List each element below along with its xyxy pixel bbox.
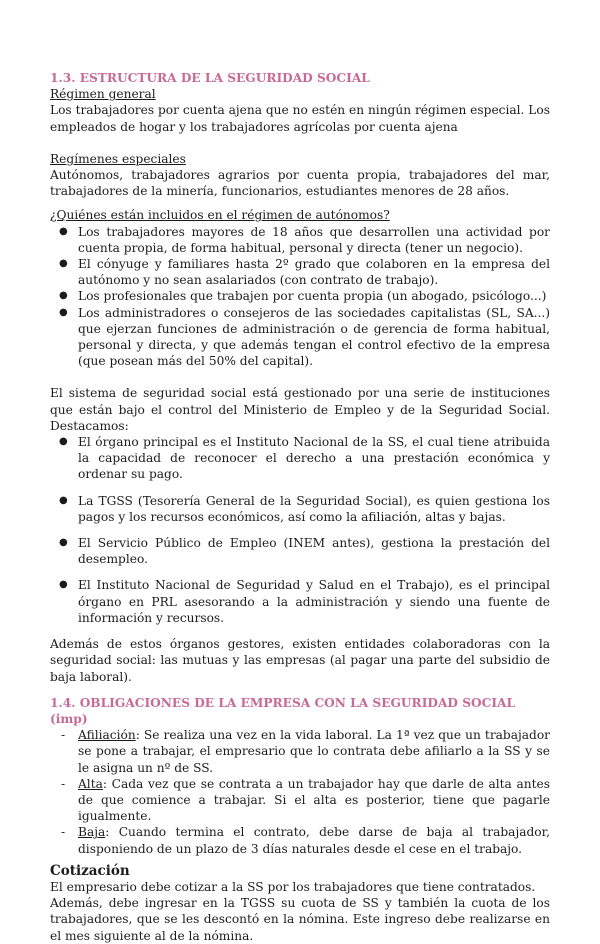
obligacion-term: Alta	[78, 776, 103, 791]
obligaciones-list	[50, 727, 550, 857]
obligacion-term: Baja	[78, 825, 106, 840]
cotizacion-p1: El empresario debe cotizar a la SS por los trabajadores que tiene contratados.	[50, 879, 536, 894]
instituciones-list	[50, 434, 550, 626]
section-1-3-title: 1.3. ESTRUCTURA DE LA SEGURIDAD SOCIAL	[50, 71, 370, 85]
obligacion-text: : Se realiza una vez en la vida laboral. La 1ª vez que un trabajador se pone a trabajar, el empresario que lo contrata debe afiliarlo a la SS y se le asigna un nº de SS.	[78, 728, 550, 775]
list-item: ● Los administradores o consejeros de las sociedades capitalistas (SL, SA...) que ejerzan funciones de administración o de gerencia de forma habitual, personal y directa, y que además tengan el control efectivo de la empresa (que posean más del 50% del capital).	[78, 305, 550, 370]
regimen-general-label: Régimen general	[50, 87, 156, 102]
list-item: ● El órgano principal es el Instituto Nacional de la SS, el cual tiene atribuida la capacidad de reconocer el derecho a una prestación económica y ordenar su pago.	[78, 434, 550, 483]
cotizacion-title: Cotización	[50, 862, 130, 879]
regimenes-especiales-label: Regímenes especiales	[50, 151, 186, 166]
list-item	[78, 727, 550, 776]
section-1-4-title: 1.4. OBLIGACIONES DE LA EMPRESA CON LA SEGURIDAD SOCIAL (imp)	[50, 695, 516, 726]
obligacion-text: : Cada vez que se contrata a un trabajador hay que darle de alta antes de que comience a trabajar. Si el alta es posterior, tiene que pagarle igualmente.	[78, 776, 550, 824]
document-page	[50, 70, 550, 944]
list-item: ● El Instituto Nacional de Seguridad y Salud en el Trabajo), es el principal órgano en PRL asesorando a la administración y siendo una fuente de información y recursos.	[78, 577, 550, 626]
colaboradoras-text: Además de estos órganos gestores, existen entidades colaboradoras con la seguridad social: las mutuas y las empresas (al pagar una parte del subsidio de baja laboral).	[50, 637, 550, 684]
list-item: ● La TGSS (Tesorería General de la Seguridad Social), es quien gestiona los pagos y los recursos económicos, así como la afiliación, altas y bajas.	[78, 493, 550, 525]
list-item: ● El Servicio Público de Empleo (INEM antes), gestiona la prestación del desempleo.	[78, 535, 550, 567]
list-item: ● Los trabajadores mayores de 18 años que desarrollen una actividad por cuenta propia, de forma habitual, personal y directa (tener un negocio).	[78, 224, 550, 256]
list-item	[78, 824, 550, 856]
list-item: ● Los profesionales que trabajen por cuenta propia (un abogado, psicólogo...)	[78, 288, 550, 304]
obligacion-text: : Cuando termina el contrato, debe darse de baja al trabajador, disponiendo de un plazo de 3 días naturales desde el cese en el trabajo.	[78, 825, 550, 856]
obligacion-term: Afiliación	[78, 728, 136, 743]
regimen-general-text: Los trabajadores por cuenta ajena que no estén en ningún régimen especial. Los empleados de hogar y los trabajadores agrícolas por cuenta ajena	[50, 103, 550, 134]
list-item	[78, 776, 550, 825]
autonomos-list	[50, 224, 550, 370]
cotizacion-p2: Además, debe ingresar en la TGSS su cuota de SS y también la cuota de los trabajadores, que se les descontó en la nómina. Este ingreso debe realizarse en el mes siguiente al de la nómina.	[50, 896, 550, 943]
regimenes-especiales-text: Autónomos, trabajadores agrarios por cuenta propia, trabajadores del mar, trabajadores de la minería, funcionarios, estudiantes menores de 28 años.	[50, 168, 550, 199]
list-item: ● El cónyuge y familiares hasta 2º grado que colaboren en la empresa del autónomo y no sean asalariados (con contrato de trabajo).	[78, 256, 550, 288]
sistema-intro: El sistema de seguridad social está gestionado por una serie de instituciones que están bajo el control del Ministerio de Empleo y de la Seguridad Social. Destacamos:	[50, 386, 550, 433]
autonomos-question: ¿Quiénes están incluidos en el régimen de autónomos?	[50, 208, 390, 223]
